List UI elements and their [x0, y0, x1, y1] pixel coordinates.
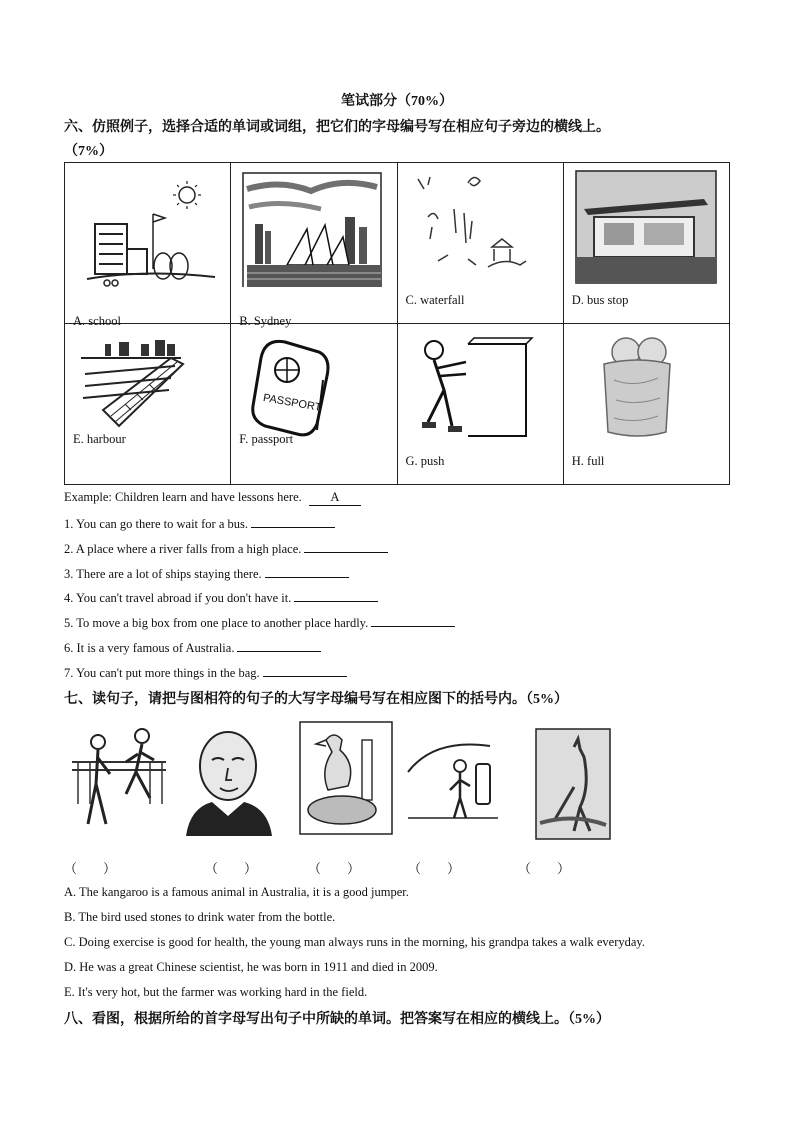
sentence-c: C. Doing exercise is good for health, the young man always runs in the morning, his grandpa takes a walk everyday. [64, 935, 645, 949]
cell-label: H. full [571, 454, 605, 468]
cell-bus-stop [563, 163, 729, 324]
cell-push [397, 324, 563, 485]
cell-label: C. waterfall [405, 293, 465, 307]
answer-blank[interactable] [251, 515, 335, 528]
cell-school [65, 163, 231, 328]
answer-paren-2[interactable]: （ ） [205, 861, 258, 876]
answer-paren-4[interactable]: （ ） [408, 861, 461, 876]
passport-picture [241, 330, 387, 448]
example-text: Example: Children learn and have lessons here. [64, 490, 302, 504]
answer-blank[interactable] [294, 589, 378, 602]
full-bag-picture [574, 330, 720, 448]
svg-text:PASSPORT: PASSPORT [262, 391, 323, 414]
cell-label: F. passport [239, 432, 294, 446]
example-answer: A [309, 490, 361, 506]
push-picture [408, 330, 554, 448]
question-text: 4. You can't travel abroad if you don't have it. [64, 591, 292, 605]
picture-grid [64, 162, 730, 485]
cell-label: D. bus stop [571, 293, 629, 307]
cell-waterfall [397, 163, 563, 324]
cell-full [563, 324, 729, 485]
question-6 [64, 639, 321, 656]
question-5 [64, 614, 455, 631]
answer-blank[interactable] [371, 614, 455, 627]
question-3 [64, 565, 349, 582]
answer-paren-1[interactable]: （ ） [64, 861, 117, 876]
question-1 [64, 515, 335, 532]
question-text: 2. A place where a river falls from a high place. [64, 542, 302, 556]
harbour-picture [75, 330, 221, 448]
bird-bottle-picture [298, 720, 394, 836]
cell-sydney [231, 163, 397, 328]
question-4 [64, 589, 378, 606]
cell-label: A. school [73, 314, 121, 328]
question-text: 6. It is a very famous of Australia. [64, 641, 235, 655]
question-7 [64, 664, 347, 681]
cell-harbour [65, 324, 231, 485]
example-line [64, 490, 361, 506]
page-title: 笔试部分（70%） [341, 94, 453, 109]
question-text: 5. To move a big box from one place to another place hardly. [64, 616, 369, 630]
cell-label: B. Sydney [239, 314, 292, 328]
question-text: 1. You can go there to wait for a bus. [64, 517, 248, 531]
bus-stop-picture [574, 169, 720, 287]
section7-heading: 七、读句子，请把与图相符的句子的大写字母编号写在相应图下的括号内。（5%） [64, 692, 568, 707]
sentence-a: A. The kangaroo is a famous animal in Australia, it is a good jumper. [64, 885, 409, 899]
sentence-e: E. It's very hot, but the farmer was working hard in the field. [64, 985, 368, 999]
cell-label: G. push [405, 454, 445, 468]
answer-blank[interactable] [265, 565, 349, 578]
waterfall-picture [408, 169, 554, 287]
section8-heading: 八、看图，根据所给的首字母写出句子中所缺的单词。把答案写在相应的横线上。（5%） [64, 1012, 610, 1027]
question-2 [64, 540, 388, 557]
sentence-d: D. He was a great Chinese scientist, he was born in 1911 and died in 2009. [64, 960, 438, 974]
sydney-opera-house-picture [241, 169, 387, 287]
answer-paren-5[interactable]: （ ） [518, 861, 571, 876]
answer-blank[interactable] [263, 664, 347, 677]
kangaroo-picture [534, 727, 612, 841]
cell-passport [231, 324, 397, 485]
walking-running-picture [70, 724, 170, 834]
answer-blank[interactable] [237, 639, 321, 652]
section6-heading: 六、仿照例子，选择合适的单词或词组，把它们的字母编号写在相应句子旁边的横线上。 [64, 120, 610, 135]
sentence-b: B. The bird used stones to drink water from the bottle. [64, 910, 336, 924]
question-text: 7. You can't put more things in the bag. [64, 666, 260, 680]
cell-label: E. harbour [73, 432, 126, 446]
hot-farmer-picture [404, 732, 500, 828]
scientist-portrait-picture [182, 724, 274, 836]
question-text: 3. There are a lot of ships staying there. [64, 567, 262, 581]
answer-paren-3[interactable]: （ ） [308, 861, 361, 876]
answer-blank[interactable] [304, 540, 388, 553]
school-picture [75, 169, 221, 287]
section6-points: （7%） [64, 144, 113, 159]
